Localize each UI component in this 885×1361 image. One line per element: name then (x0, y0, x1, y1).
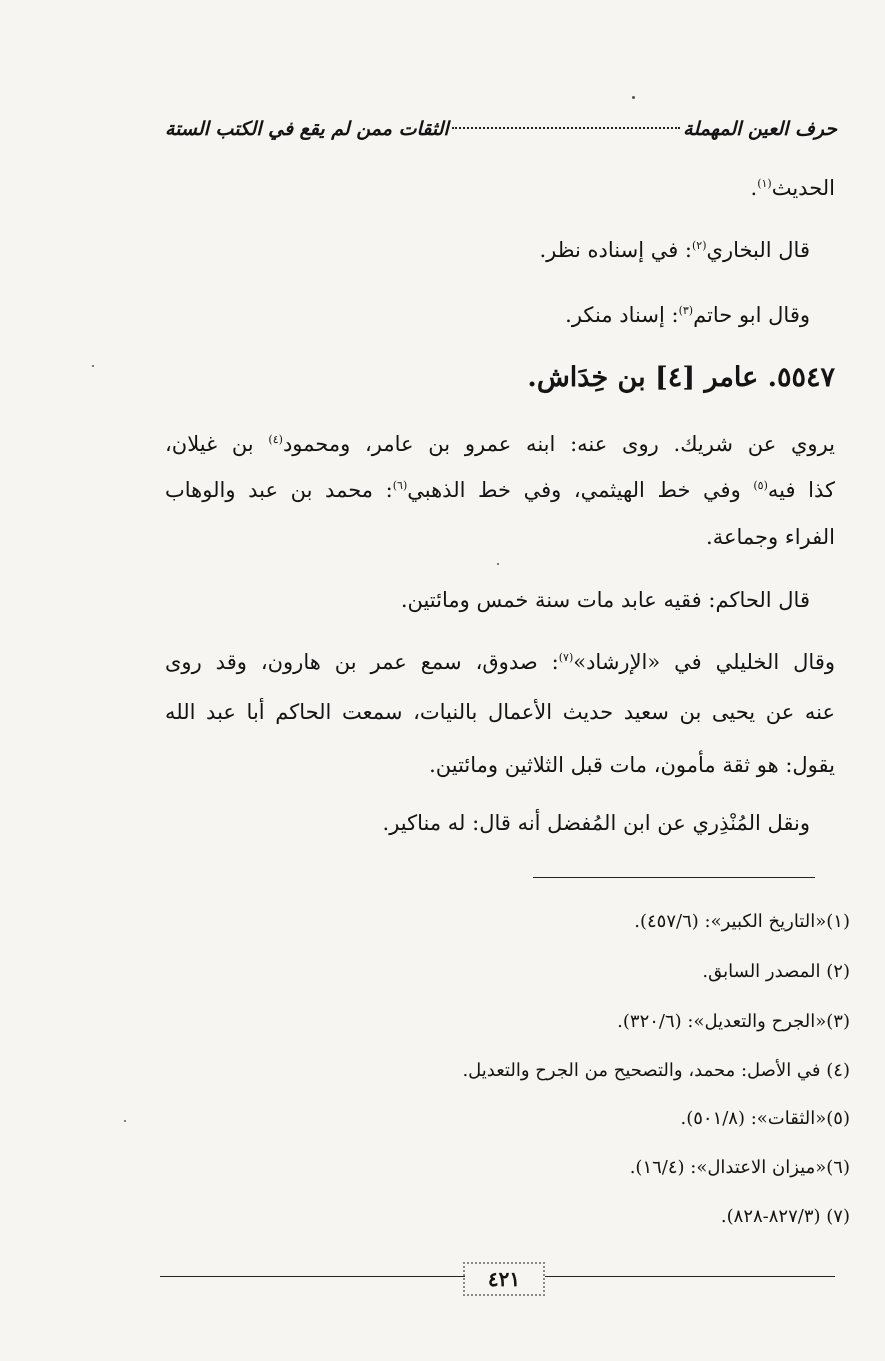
footnote-ref: (٥) (753, 479, 768, 492)
footnote-5: (٥)«الثقات»: (٥٠١/٨). (680, 1108, 850, 1129)
text-segment: وفي خط الهيثمي، وفي خط الذهبي (407, 478, 754, 502)
text-segment: بن غيلان، (165, 432, 269, 456)
footnote-1: (١)«التاريخ الكبير»: (٤٥٧/٦). (634, 911, 850, 932)
text-segment: الحديث (771, 176, 835, 200)
text-segment: : في إسناده نظر. (539, 238, 692, 262)
footer-rule-right (545, 1276, 835, 1277)
scan-speck (632, 96, 635, 99)
text-segment: وقال ابو حاتم (693, 303, 810, 327)
footnote-ref: (٣) (678, 304, 694, 317)
page-number: ٤٢١ (463, 1262, 545, 1296)
footnote-6: (٦)«ميزان الاعتدال»: (١٦/٤). (629, 1157, 850, 1178)
text-segment: كذا فيه (767, 478, 836, 502)
header-book-title: الثقات ممن لم يقع في الكتب الستة (165, 118, 449, 140)
scan-speck (124, 1120, 126, 1122)
text-line-6 (165, 480, 835, 501)
scan-speck (497, 563, 499, 565)
footnote-ref: (٧) (558, 651, 574, 664)
text-line-1 (60, 178, 835, 199)
text-segment: يروي عن شريك. روى عنه: ابنه عمرو بن عامر، ومحمود (282, 432, 836, 456)
text-line-12: ونقل المُنْذِري عن ابن المُفضل أنه قال: له مناكير. (382, 811, 810, 835)
text-line-5 (165, 434, 835, 455)
text-line-3 (60, 305, 810, 326)
text-segment: . (750, 176, 758, 200)
footnote-ref: (٢) (692, 239, 707, 252)
text-segment: : إسناد منكر. (565, 303, 679, 327)
text-line-10: عنه عن يحيى بن سعيد حديث الأعمال بالنيات، سمعت الحاكم أبا عبد الله (165, 700, 835, 724)
footnote-ref: (٦) (392, 479, 408, 492)
footer-rule-left (160, 1276, 465, 1277)
footnote-ref: (٤) (268, 433, 283, 446)
text-segment: وقال الخليلي في «الإرشاد» (573, 650, 836, 674)
footnote-ref: (١) (757, 177, 772, 190)
text-segment: : صدوق، سمع عمر بن هارون، وقد روى (165, 650, 559, 674)
footnote-separator (533, 877, 815, 878)
footnote-3: (٣)«الجرح والتعديل»: (٣٢٠/٦). (617, 1011, 850, 1032)
text-line-7: الفراء وجماعة. (706, 525, 835, 549)
entry-title: ٥٥٤٧. عامر [٤] بن خِدَاش. (527, 362, 835, 393)
running-header (165, 118, 837, 152)
text-segment: قال البخاري (706, 238, 810, 262)
text-line-9 (165, 652, 835, 673)
text-line-2 (60, 240, 810, 261)
footnote-7: (٧) (٨٢٧/٣-٨٢٨). (720, 1206, 850, 1227)
header-dot-leader (452, 127, 680, 129)
header-chapter: حرف العين المهملة (683, 118, 837, 140)
footnote-2: (٢) المصدر السابق. (702, 961, 850, 982)
text-segment: : محمد بن عبد والوهاب (165, 478, 393, 502)
footnote-4: (٤) في الأصل: محمد، والتصحيح من الجرح والتعديل. (462, 1060, 850, 1081)
text-line-8: قال الحاكم: فقيه عابد مات سنة خمس ومائتين. (400, 588, 810, 612)
scan-speck (92, 365, 94, 367)
text-line-11: يقول: هو ثقة مأمون، مات قبل الثلاثين ومائتين. (429, 753, 835, 777)
